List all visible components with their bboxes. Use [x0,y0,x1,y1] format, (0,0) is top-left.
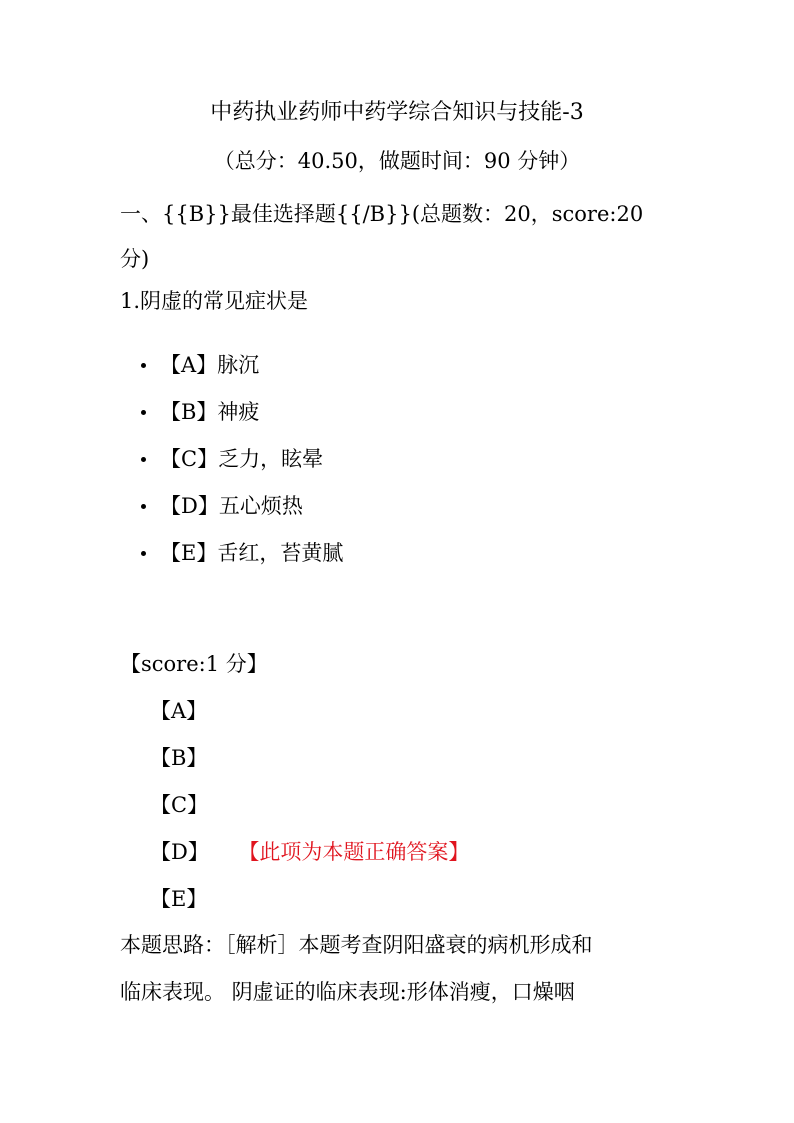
page-subtitle: （总分：40.50，做题时间：90 分钟） [213,149,581,173]
bullet-icon [140,410,148,418]
answer-label: 【C】 [150,793,209,817]
bullet-icon [140,504,148,512]
option-label: 【D】五心烦热 [160,494,303,518]
answer-item-d [150,835,469,882]
analysis-line-1: 本题思路：［解析］本题考查阴阳盛衰的病机形成和 [120,933,593,957]
bullet-icon [140,551,148,559]
answer-label: 【E】 [150,887,208,911]
answer-item-b [150,741,469,788]
analysis-line-2: 临床表现。 阴虚证的临床表现:形体消瘦，口燥咽 [120,980,575,1004]
option-item-e [140,531,343,578]
option-label: 【B】神疲 [160,400,260,424]
option-label: 【C】乏力，眩晕 [160,447,324,471]
option-label: 【A】脉沉 [160,353,260,377]
answer-item-c [150,788,469,835]
bullet-icon [140,457,148,465]
section-heading-line-2: 分) [120,247,150,271]
page-title: 中药执业药师中药学综合知识与技能-3 [210,100,584,125]
option-item-c [140,437,343,484]
score-label: 【score:1 分】 [120,652,268,676]
option-item-b [140,390,343,437]
section-heading-line-1: 一、{{B}}最佳选择题{{/B}}(总题数：20，score:20 [120,202,644,226]
section-heading [120,192,680,282]
option-item-a [140,343,343,390]
option-list [140,343,343,578]
analysis-text [120,922,680,1016]
answer-label: 【A】 [150,699,208,723]
answer-label: 【B】 [150,746,208,770]
answer-item-a [150,694,469,741]
question-text: 1.阴虚的常见症状是 [120,289,309,313]
bullet-icon [140,363,148,371]
option-label: 【E】舌红，苔黄腻 [160,541,344,565]
answer-label: 【D】 [150,840,209,864]
answer-list [150,694,469,929]
correct-answer-marker: 【此项为本题正确答案】 [248,840,470,864]
option-item-d [140,484,343,531]
